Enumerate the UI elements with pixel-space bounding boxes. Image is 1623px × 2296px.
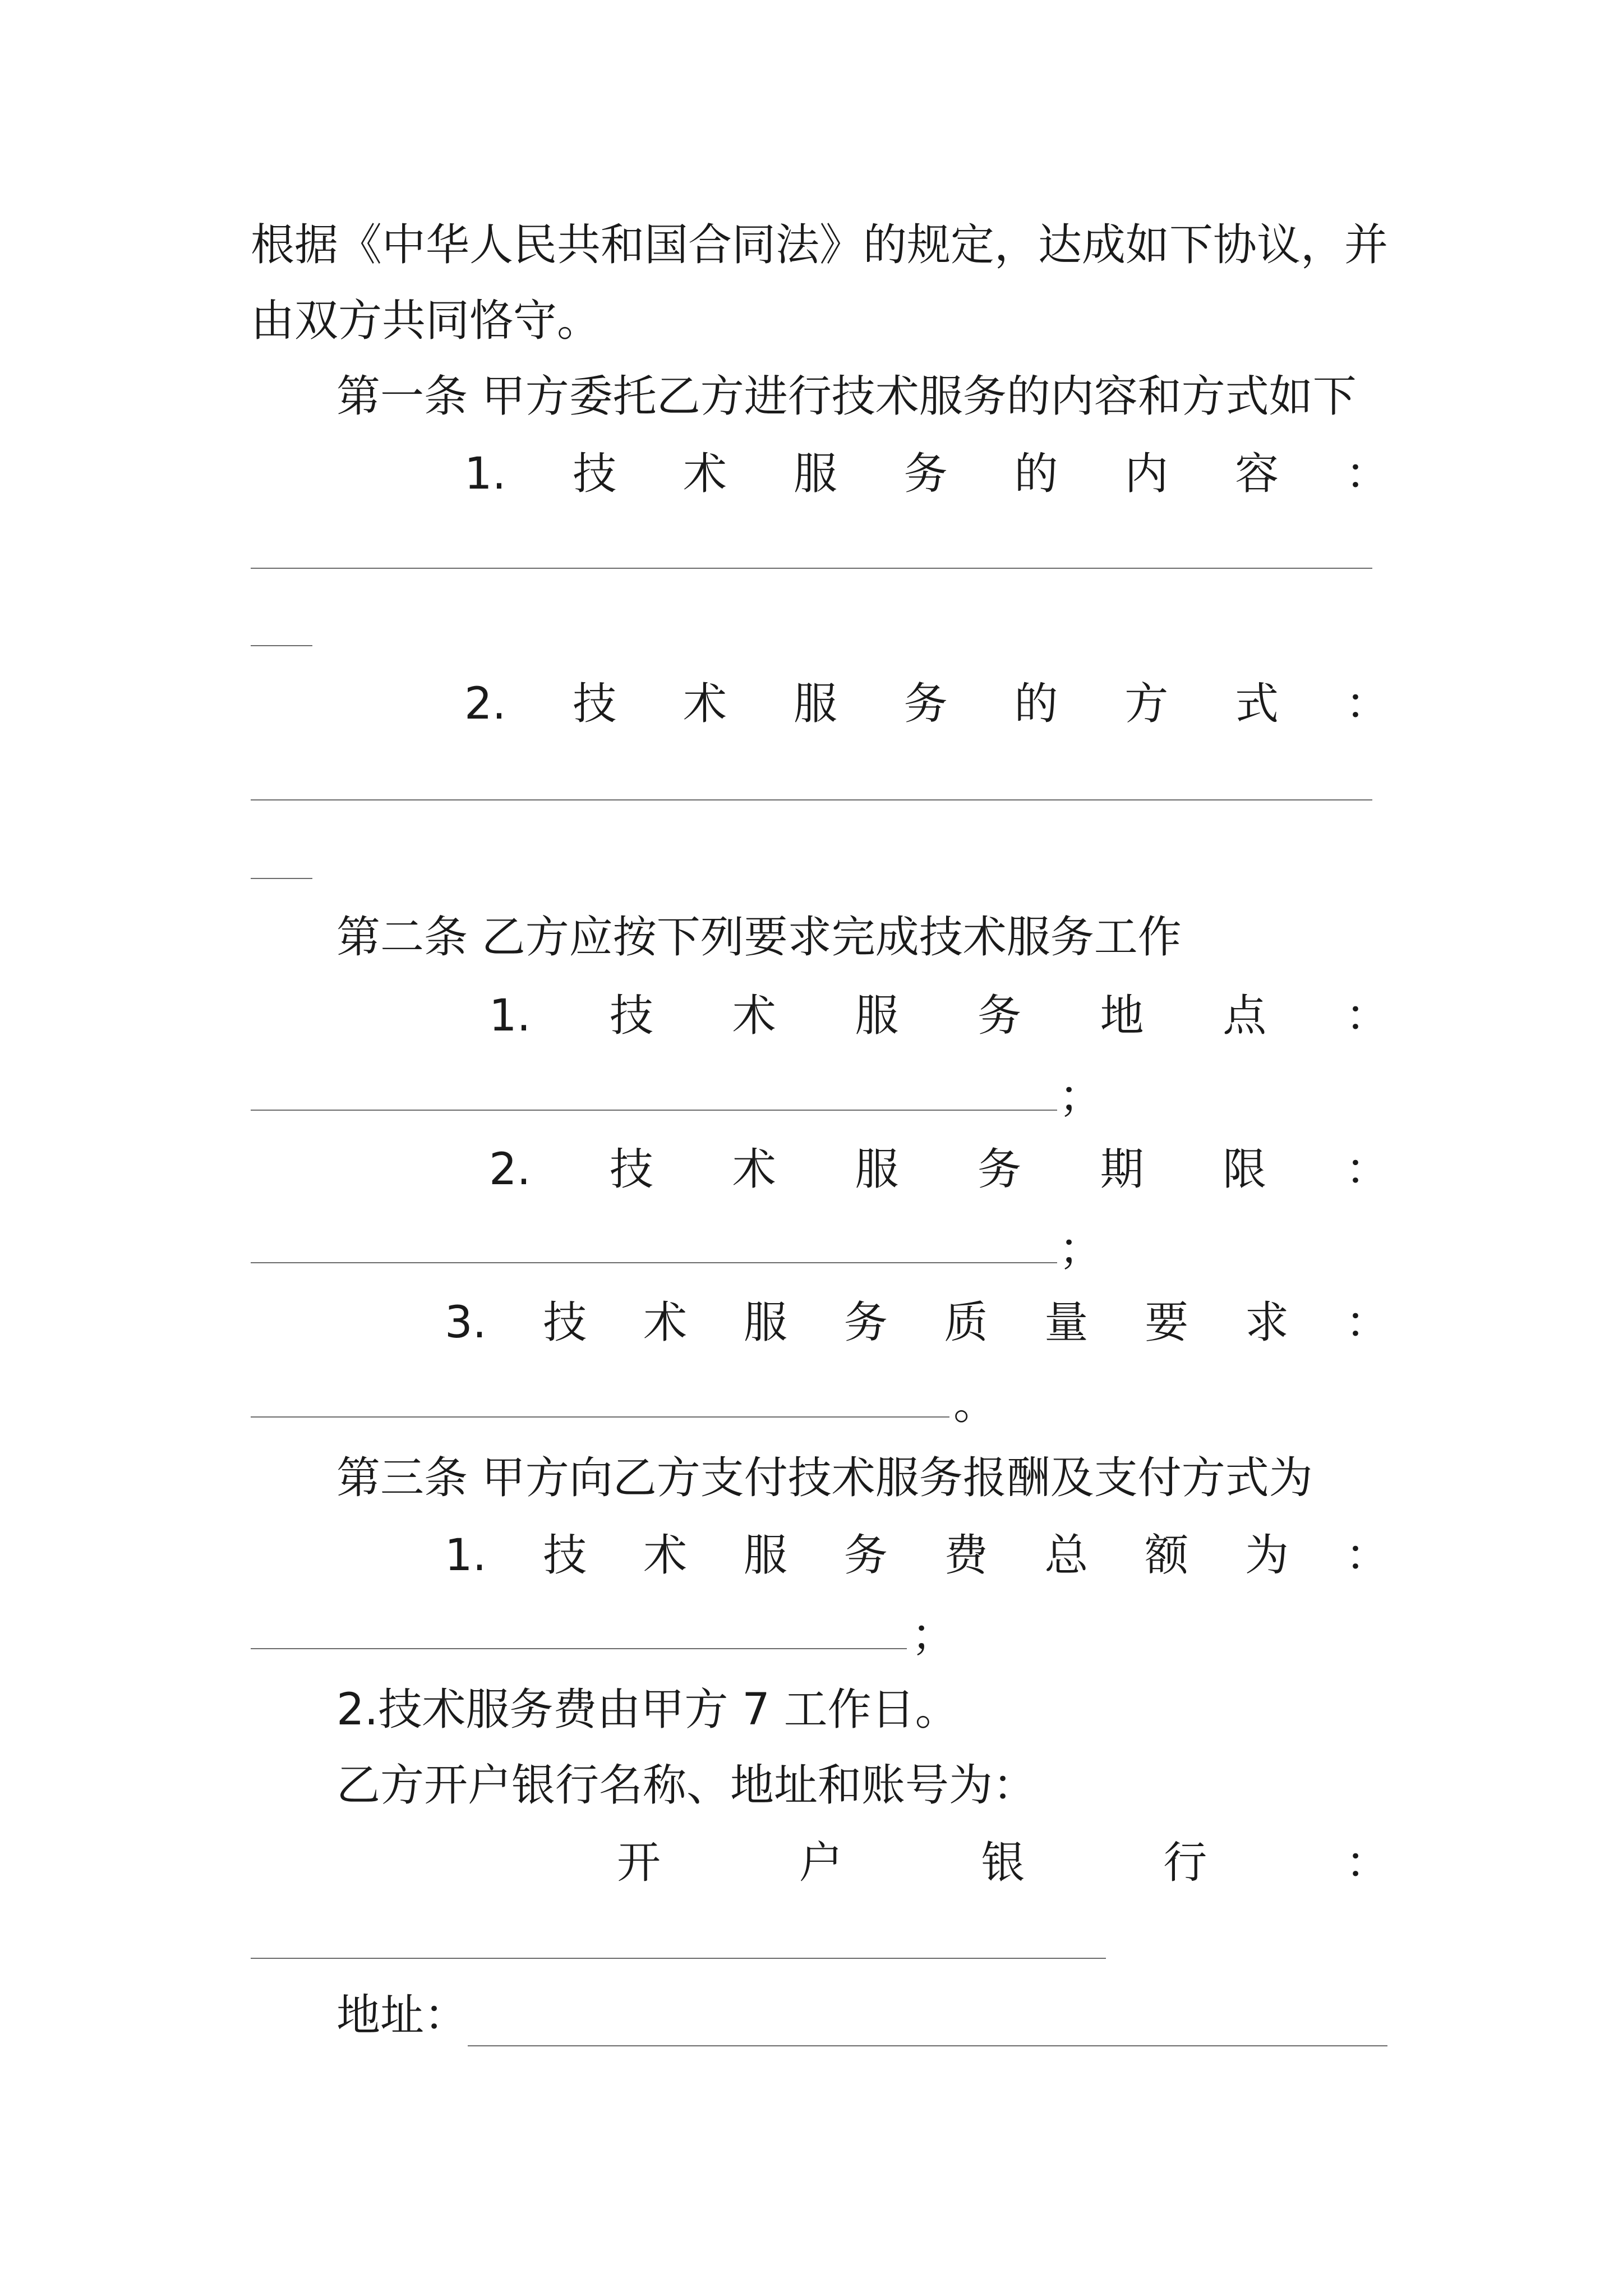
article-1-item-2 <box>464 673 1389 735</box>
intro-line-1: 根据《中华人民共和国合同法》的规定，达成如下协议，并 <box>251 220 1389 270</box>
address-field[interactable] <box>468 2000 1387 2046</box>
char: 服 <box>855 991 899 1041</box>
blank-line[interactable] <box>251 1648 907 1649</box>
char: 务 <box>977 991 1021 1041</box>
period: 。 <box>953 1379 998 1429</box>
bank-name-field[interactable] <box>251 1958 1106 1959</box>
char: 费 <box>944 1530 988 1581</box>
char: 技 <box>573 449 617 499</box>
item-number: 1. <box>445 1530 487 1581</box>
char: 的 <box>1014 449 1058 499</box>
char: 务 <box>977 1144 1021 1195</box>
char: 服 <box>743 1530 787 1581</box>
char: 服 <box>743 1297 787 1348</box>
char: 务 <box>843 1530 888 1581</box>
char: 技 <box>543 1530 587 1581</box>
char: 务 <box>903 679 948 729</box>
colon: ： <box>1345 1838 1389 1888</box>
char: 银 <box>981 1838 1025 1888</box>
char: 额 <box>1145 1530 1189 1581</box>
char: 方 <box>1124 679 1169 729</box>
blank-line[interactable] <box>251 568 1372 569</box>
char: 服 <box>855 1144 899 1195</box>
item-number: 3. <box>445 1297 487 1348</box>
char: 务 <box>903 449 948 499</box>
char: 的 <box>1014 679 1058 729</box>
blank-line[interactable] <box>251 645 312 646</box>
blank-line[interactable] <box>251 1110 1057 1111</box>
bank-intro: 乙方开户银行名称、地址和账号为： <box>336 1760 1037 1811</box>
char: 式 <box>1235 679 1279 729</box>
item-number: 2. <box>489 1144 531 1195</box>
char: 服 <box>793 679 837 729</box>
char: 点 <box>1223 991 1267 1041</box>
char: 总 <box>1044 1530 1089 1581</box>
char: 务 <box>843 1297 888 1348</box>
char: 地 <box>1100 991 1144 1041</box>
address-label: 地址： <box>336 1990 468 2041</box>
char: 技 <box>610 991 654 1041</box>
semicolon: ； <box>1059 1071 1103 1122</box>
semicolon: ； <box>911 1610 956 1660</box>
colon: ： <box>1345 1144 1389 1195</box>
char: 术 <box>732 1144 776 1195</box>
char: 术 <box>683 679 727 729</box>
char: 技 <box>610 1144 654 1195</box>
blank-line[interactable] <box>251 1416 949 1418</box>
item-number: 1. <box>489 991 531 1041</box>
char: 术 <box>643 1297 688 1348</box>
colon: ： <box>1345 1530 1389 1581</box>
char: 内 <box>1124 449 1169 499</box>
article-2-item-2 <box>489 1139 1389 1200</box>
char: 术 <box>732 991 776 1041</box>
semicolon: ； <box>1059 1224 1103 1274</box>
char: 质 <box>944 1297 988 1348</box>
char: 户 <box>799 1838 843 1888</box>
char: 期 <box>1100 1144 1144 1195</box>
char: 容 <box>1235 449 1279 499</box>
bank-name-row <box>617 1832 1389 1894</box>
char: 量 <box>1044 1297 1089 1348</box>
char: 服 <box>793 449 837 499</box>
colon: ： <box>1345 679 1389 729</box>
article-2-heading: 第二条 乙方应按下列要求完成技术服务工作 <box>336 912 1182 963</box>
char: 为 <box>1245 1530 1289 1581</box>
char: 开 <box>617 1838 661 1888</box>
char: 技 <box>543 1297 587 1348</box>
item-number: 2. <box>464 679 506 729</box>
blank-line[interactable] <box>251 1262 1057 1263</box>
article-1-heading: 第一条 甲方委托乙方进行技术服务的内容和方式如下 <box>336 371 1357 422</box>
char: 技 <box>573 679 617 729</box>
char: 限 <box>1223 1144 1267 1195</box>
char: 求 <box>1245 1297 1289 1348</box>
char: 要 <box>1145 1297 1189 1348</box>
item-number: 1. <box>464 449 506 499</box>
article-2-item-3 <box>445 1292 1389 1354</box>
colon: ： <box>1345 449 1389 499</box>
blank-line[interactable] <box>251 878 312 879</box>
char: 术 <box>683 449 727 499</box>
colon: ： <box>1345 991 1389 1041</box>
article-3-item-2: 2.技术服务费由甲方 7 工作日。 <box>336 1685 959 1735</box>
article-3-heading: 第三条 甲方向乙方支付技术服务报酬及支付方式为 <box>336 1453 1313 1503</box>
article-1-item-1 <box>464 443 1389 505</box>
intro-line-2: 由双方共同恪守。 <box>251 296 601 346</box>
char: 行 <box>1163 1838 1207 1888</box>
blank-line[interactable] <box>251 799 1372 800</box>
article-2-item-1 <box>489 985 1389 1047</box>
char: 术 <box>643 1530 688 1581</box>
colon: ： <box>1345 1297 1389 1348</box>
article-3-item-1 <box>445 1525 1389 1586</box>
address-row <box>336 1985 1389 2046</box>
